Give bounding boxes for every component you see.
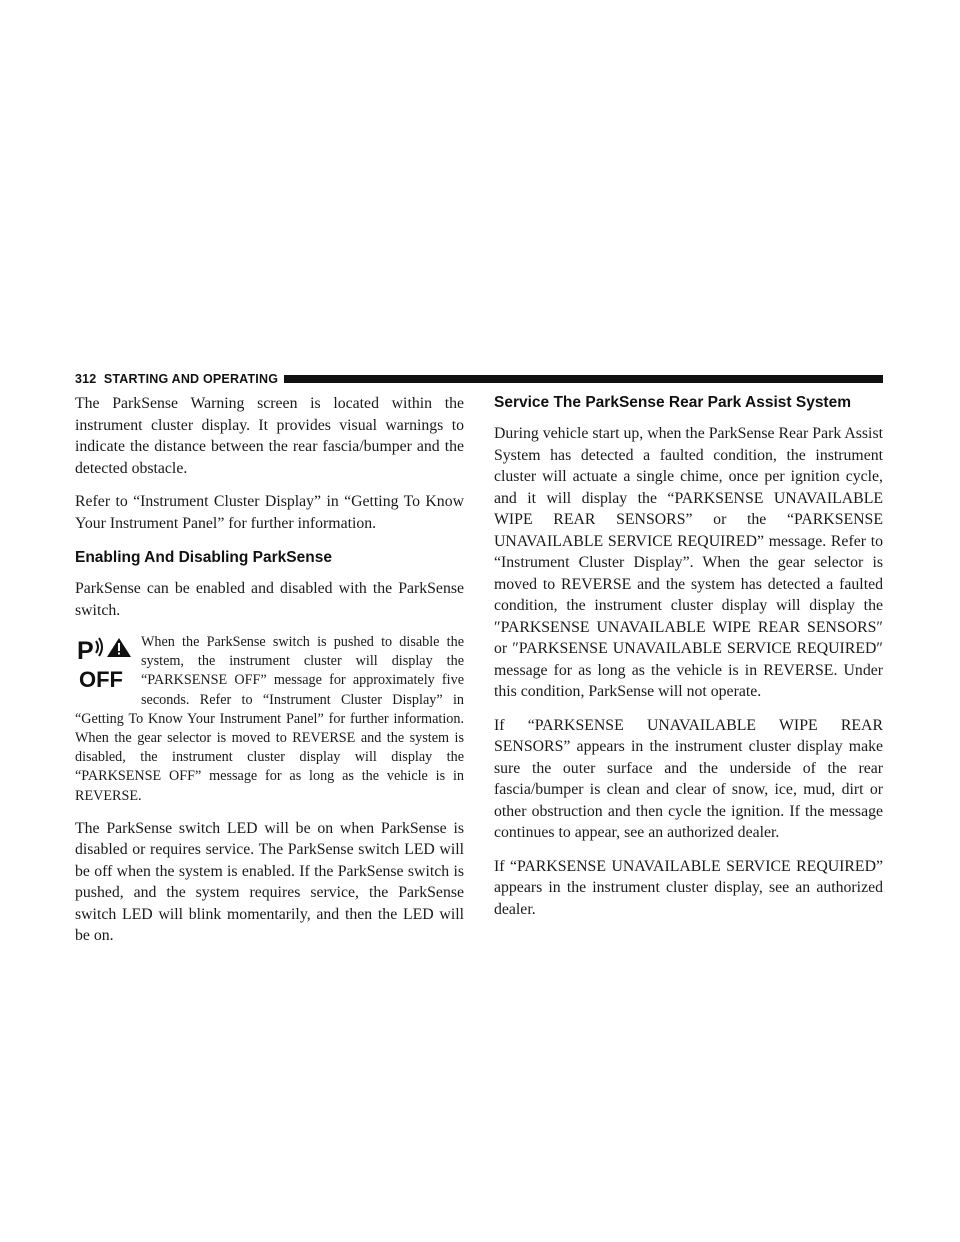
enable-paragraph: ParkSense can be enabled and disabled with the ParkSense switch.	[75, 580, 464, 619]
intro-paragraph: The ParkSense Warning screen is located within the instrument cluster display. It provides visual warnings to indicate the distance between the rear fascia/bumper and the detected obstacle.	[75, 395, 464, 477]
left-column	[75, 393, 464, 959]
right-column	[494, 393, 883, 932]
led-paragraph: The ParkSense switch LED will be on when ParkSense is disabled or requires service. The ParkSense switch LED will be off when the system is enabled. If the ParkSense switch is pushed, and the system requires service, the ParkSense switch LED will blink momentarily, and then the LED will be on.	[75, 819, 464, 945]
service-required-paragraph: If “PARKSENSE UNAVAILABLE SERVICE REQUIRED” appears in the instrument cluster display, see an authorized dealer.	[494, 857, 883, 918]
parksense-off-icon	[75, 635, 135, 693]
service-paragraph: During vehicle start up, when the ParkSense Rear Park Assist System has detected a faulted condition, the instrument cluster will actuate a single chime, once per ignition cycle, and it will display the “PARKSENSE UNAVAILABLE WIPE REAR SENSORS” or the “PARKSENSE UNAVAILABLE SERVICE REQUIRED” message. Refer to “Instrument Cluster Display”. When the gear selector is moved to REVERSE and the system has detected a faulted condition, the instrument cluster display will display the ″PARKSENSE UNAVAILABLE WIPE REAR SENSORS″ or ″PARKSENSE UNAVAILABLE SERVICE REQUIRED″ message for as long as the vehicle is in REVERSE. Under this condition, ParkSense will not operate.	[494, 425, 883, 700]
section-heading-enabling: Enabling And Disabling ParkSense	[75, 549, 332, 566]
wipe-sensors-paragraph: If “PARKSENSE UNAVAILABLE WIPE REAR SENSORS” appears in the instrument cluster display make sure the outer surface and the underside of the rear fascia/bumper is clean and clear of snow, ice, mud, dirt or other obstruction and then cycle the ignition. If the message continues to appear, see an authorized dealer.	[494, 716, 883, 841]
icon-note-block	[75, 633, 464, 818]
svg-text:P: P	[77, 637, 94, 665]
section-heading-service: Service The ParkSense Rear Park Assist System	[494, 394, 851, 411]
page-header	[75, 371, 883, 387]
section-title: STARTING AND OPERATING	[103, 372, 279, 386]
off-label: OFF	[79, 667, 123, 692]
page-number: 312	[75, 372, 97, 386]
header-rule	[284, 375, 883, 383]
icon-note-paragraph: When the ParkSense switch is pushed to disable the system, the instrument cluster will display the “PARKSENSE OFF” message for approximately five seconds. Refer to “Instrument Cluster Display” in “Getting To Know Your Instrument Panel” for further information. When the gear selector is moved to REVERSE and the system is disabled, the instrument cluster display will display the “PARKSENSE OFF” message for as long as the vehicle is in REVERSE.	[75, 634, 464, 804]
refer-paragraph: Refer to “Instrument Cluster Display” in “Getting To Know Your Instrument Panel” for further information.	[75, 493, 464, 532]
page-header-text	[75, 372, 284, 386]
